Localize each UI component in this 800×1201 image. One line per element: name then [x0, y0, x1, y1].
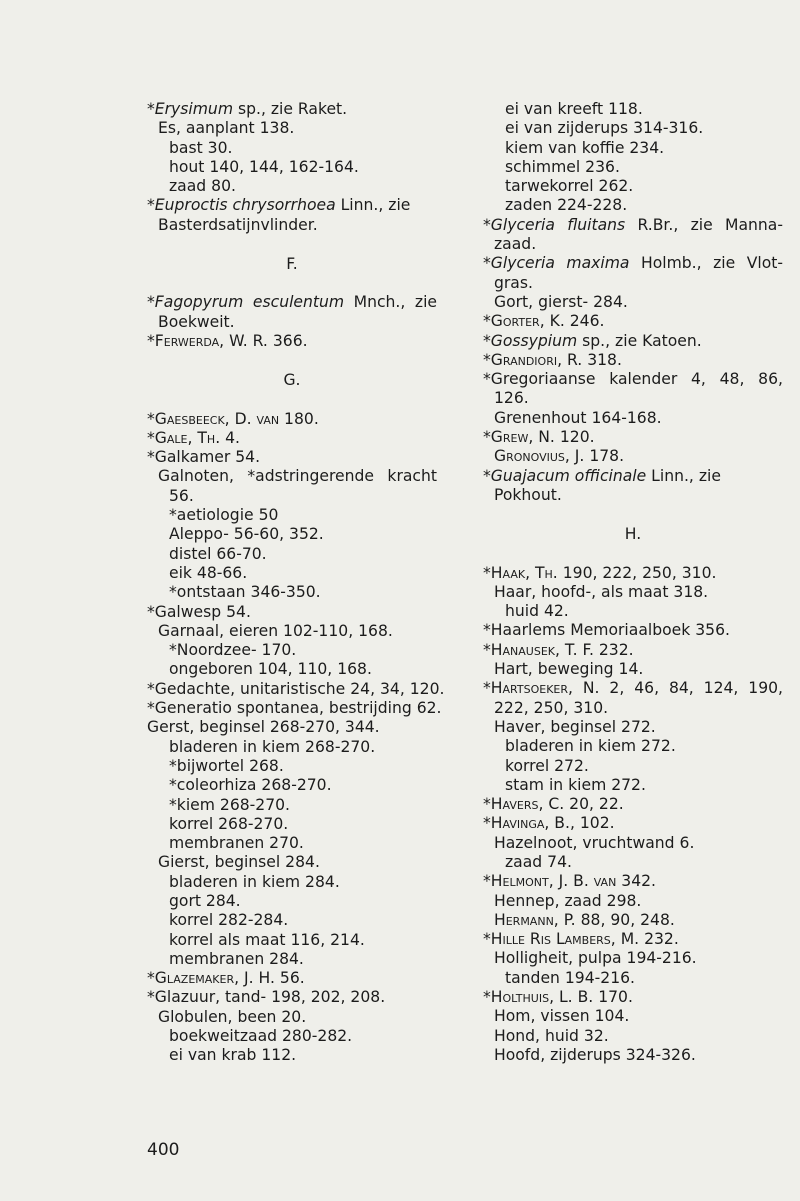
entry-text: 102. [574, 814, 615, 833]
star-marker: * [147, 679, 155, 698]
star-marker: * [483, 312, 491, 331]
index-entry [147, 410, 437, 429]
entry-text: 178. [584, 447, 625, 466]
entry-text: Hoofd, zijderups 324-326. [494, 1045, 696, 1064]
entry-text: Hennep, zaad 298. [494, 891, 642, 910]
index-entry [147, 718, 437, 737]
star-marker: * [483, 350, 491, 369]
index-entry [147, 776, 437, 795]
section-heading: H. [624, 525, 642, 544]
index-entry [147, 1008, 437, 1027]
entry-text: Es, aanplant 138. [158, 119, 295, 138]
entry-text: Haver, beginsel 272. [494, 717, 656, 736]
star-marker: * [147, 602, 155, 621]
index-entry [147, 873, 437, 892]
entry-text: distel 66-70. [169, 544, 267, 563]
entry-text: bladeren in kiem 268-270. [169, 737, 376, 756]
index-entry [483, 583, 783, 602]
entry-text: *bijwortel 268. [169, 756, 284, 775]
star-marker: * [483, 814, 491, 833]
index-entry [483, 602, 783, 621]
entry-text: *Noordzee- 170. [169, 641, 297, 660]
section-heading: F. [286, 255, 298, 274]
entry-text: Haarlems Memoriaalboek 356. [490, 621, 730, 640]
index-entry [483, 853, 783, 872]
star-marker: * [483, 563, 491, 582]
index-entry [147, 853, 437, 872]
entry-text: zaden 224-228. [505, 196, 628, 215]
star-marker: * [147, 988, 155, 1007]
entry-text: Galkamer 54. [154, 448, 261, 467]
entry-text: *coleorhiza 268-270. [169, 776, 332, 795]
entry-text: 246. [564, 312, 605, 331]
star-marker: * [483, 795, 491, 814]
star-marker: * [483, 428, 491, 447]
index-entry [483, 100, 783, 119]
entry-text: 232. [639, 930, 679, 949]
index-entry [483, 776, 783, 795]
author-name: Hermann, P. [494, 910, 576, 929]
index-entry [147, 796, 437, 815]
index-entry [483, 254, 783, 273]
index-entry [483, 949, 783, 968]
entry-text: 180. [279, 409, 319, 428]
star-marker: * [483, 370, 491, 389]
entry-text: Gierst, beginsel 284. [158, 853, 320, 872]
star-marker: * [483, 621, 491, 640]
entry-text: Holligheit, pulpa 194-216. [494, 949, 697, 968]
index-entry [147, 815, 437, 834]
index-column-right [483, 100, 783, 1065]
entry-text: 120. [554, 428, 595, 447]
star-marker: * [483, 331, 491, 350]
author-name: Glazemaker, J. H. [154, 969, 275, 988]
index-entry [147, 545, 437, 564]
index-entry [483, 486, 783, 505]
entry-text: Garnaal, eieren 102-110, 168. [158, 621, 393, 640]
index-entry [147, 931, 437, 950]
entry-text: 4. [220, 428, 240, 447]
index-entry [147, 216, 437, 235]
star-marker: * [147, 969, 155, 988]
author-name: Hille Ris Lambers, M. [490, 930, 640, 949]
star-marker: * [483, 215, 491, 234]
entry-text: Hart, beweging 14. [494, 660, 644, 679]
star-marker: * [483, 930, 491, 949]
entry-text: Hom, vissen 104. [494, 1007, 630, 1026]
author-name: Haak, Th. [490, 563, 558, 582]
index-entry [147, 738, 437, 757]
index-entry [483, 911, 783, 930]
index-entry [483, 641, 783, 660]
index-entry [483, 872, 783, 891]
index-entry [483, 332, 783, 351]
entry-text: Gregoriaanse kalender 4, 48, 86, [490, 370, 783, 389]
latin-name: Glyceria maxima [490, 254, 630, 273]
index-entry [483, 389, 783, 408]
entry-text: ei van zijderups 314-316. [505, 119, 704, 138]
entry-text: schimmel 236. [505, 157, 620, 176]
entry-text: korrel 268-270. [169, 814, 289, 833]
entry-text: sp., zie Katoen. [577, 331, 702, 350]
index-entry [483, 1027, 783, 1046]
index-entry [483, 621, 783, 640]
star-marker: * [147, 448, 155, 467]
index-entry [147, 564, 437, 583]
entry-text: 232. [593, 640, 634, 659]
index-entry [147, 467, 437, 486]
entry-text: boekweitzaad 280-282. [169, 1027, 353, 1046]
index-entry [483, 370, 783, 389]
index-entry [147, 1046, 437, 1065]
index-entry [147, 757, 437, 776]
index-entry [147, 679, 445, 699]
entry-text: kiem van koffie 234. [505, 138, 665, 157]
star-marker: * [147, 409, 155, 428]
index-entry [147, 332, 437, 351]
entry-text: ongeboren 104, 110, 168. [169, 660, 372, 679]
entry-text: Grenenhout 164-168. [494, 408, 662, 427]
entry-text: 342. [616, 872, 656, 891]
entry-text: 126. [494, 389, 529, 408]
star-marker: * [147, 196, 155, 215]
entry-text: R.Br., zie Manna- [625, 215, 783, 234]
star-marker: * [147, 331, 155, 350]
star-marker: * [483, 466, 491, 485]
index-entry [483, 892, 783, 911]
latin-name: Guajacum officinale [490, 466, 647, 485]
star-marker: * [147, 699, 155, 718]
entry-text: 222, 250, 310. [494, 698, 609, 717]
index-entry [483, 216, 783, 235]
index-entry [147, 158, 437, 177]
index-entry [147, 429, 437, 448]
index-entry [483, 930, 783, 949]
entry-text: Haar, hoofd-, als maat 318. [494, 582, 709, 601]
entry-text: eik 48-66. [169, 563, 248, 582]
entry-text: 2, 46, 84, 124, 190, [599, 679, 784, 698]
index-entry [483, 447, 783, 466]
index-entry [483, 293, 783, 312]
star-marker: * [483, 640, 491, 659]
index-entry [483, 409, 783, 428]
entry-text: 366. [267, 331, 308, 350]
index-entry [147, 603, 437, 622]
author-name: Hanausek, T. F. [490, 640, 594, 659]
entry-text: gras. [494, 273, 533, 292]
index-entry [147, 622, 437, 641]
star-marker: * [483, 988, 491, 1007]
entry-text: Basterdsatijnvlinder. [158, 215, 318, 234]
latin-name: Erysimum [154, 100, 234, 118]
entry-text: 56. [274, 969, 305, 988]
index-entry [483, 274, 783, 293]
index-entry [483, 1046, 783, 1065]
index-column-left [147, 100, 445, 1066]
entry-text: Gerst, beginsel 268-270, 344. [147, 718, 380, 737]
entry-text: Hazelnoot, vruchtwand 6. [494, 833, 695, 852]
index-entry [483, 119, 783, 138]
entry-text: *aetiologie 50 [169, 506, 279, 525]
index-entry [483, 196, 783, 215]
entry-text: Galnoten, *adstringerende kracht [158, 467, 437, 486]
entry-text: 318. [582, 350, 622, 369]
index-entry [483, 177, 783, 196]
section-heading: G. [283, 371, 301, 390]
index-entry [147, 988, 437, 1007]
index-entry [483, 834, 783, 853]
entry-text: Galwesp 54. [154, 602, 251, 621]
entry-text: Aleppo- 56-60, 352. [169, 525, 324, 544]
index-entry [147, 506, 437, 525]
author-name: Gaesbeeck, D. van [154, 409, 280, 428]
index-entry [147, 1027, 437, 1046]
index-entry [483, 139, 783, 158]
author-name: Grandiori, R. [490, 350, 583, 369]
index-entry [483, 312, 783, 331]
entry-text: 56. [169, 486, 194, 505]
author-name: Helmont, J. B. van [490, 872, 617, 891]
entry-text: Pokhout. [494, 485, 562, 504]
entry-text: gort 284. [169, 891, 241, 910]
index-entry [147, 641, 437, 660]
author-name: Hartsoeker, N. [490, 679, 600, 698]
index-entry [483, 679, 783, 698]
entry-text: bast 30. [169, 138, 233, 157]
index-entry [147, 583, 437, 602]
entry-text: zaad. [494, 235, 537, 254]
index-entry [147, 100, 437, 119]
author-name: Holthuis, L. B. [490, 988, 594, 1007]
index-entry [483, 757, 783, 776]
page-number: 400 [147, 1140, 180, 1160]
entry-text: Boekweit. [158, 312, 235, 331]
entry-text: Linn., zie [646, 466, 721, 485]
entry-text: zaad 74. [505, 852, 572, 871]
entry-text: Hond, huid 32. [494, 1026, 609, 1045]
entry-text: Glazuur, tand- 198, 202, 208. [154, 988, 386, 1007]
entry-text: *ontstaan 346-350. [169, 583, 321, 602]
entry-text: *kiem 268-270. [169, 795, 291, 814]
entry-text: 88, 90, 248. [575, 910, 675, 929]
index-entry [483, 158, 783, 177]
index-entry [483, 699, 783, 718]
entry-text: Linn., zie [335, 196, 411, 215]
index-entry [147, 313, 437, 332]
star-marker: * [147, 293, 155, 312]
entry-text: korrel 282-284. [169, 911, 289, 930]
index-entry [147, 834, 437, 853]
index-entry [483, 814, 783, 833]
index-entry [147, 487, 437, 506]
index-entry [483, 428, 783, 447]
entry-text: 170. [593, 988, 633, 1007]
entry-text: korrel als maat 116, 214. [169, 930, 365, 949]
entry-text: huid 42. [505, 602, 569, 621]
index-entry [147, 448, 437, 467]
index-entry [483, 1007, 783, 1026]
author-name: Ferwerda, W. R. [154, 331, 268, 350]
star-marker: * [483, 872, 491, 891]
index-entry [147, 196, 437, 215]
index-entry [483, 718, 783, 737]
index-entry [147, 660, 437, 679]
entry-text: 20, 22. [564, 795, 624, 814]
latin-name: Gossypium [490, 331, 578, 350]
author-name: Gorter, K. [490, 312, 565, 331]
entry-text: Gedachte, unitaristische 24, 34, 120. [154, 679, 445, 698]
index-entry [147, 177, 437, 196]
entry-text: tarwekorrel 262. [505, 177, 634, 196]
entry-text: Gort, gierst- 284. [494, 292, 628, 311]
author-name: Havinga, B., [490, 814, 575, 833]
entry-text: Mnch., zie [344, 293, 437, 312]
entry-text: Globulen, been 20. [158, 1007, 307, 1026]
entry-text: ei van kreeft 118. [505, 100, 643, 118]
entry-text: bladeren in kiem 272. [505, 737, 676, 756]
author-name: Havers, C. [490, 795, 565, 814]
index-entry [483, 795, 783, 814]
index-entry [147, 699, 442, 718]
entry-text: hout 140, 144, 162-164. [169, 157, 359, 176]
latin-name: Glyceria fluitans [490, 215, 626, 234]
index-entry [147, 911, 437, 930]
index-entry [483, 988, 783, 1007]
entry-text: membranen 270. [169, 834, 304, 853]
index-entry [483, 467, 783, 486]
star-marker: * [483, 679, 491, 698]
index-entry [483, 351, 783, 370]
latin-name: Fagopyrum esculentum [154, 293, 345, 312]
index-entry [147, 119, 437, 138]
index-entry [147, 139, 437, 158]
star-marker: * [147, 428, 155, 447]
index-entry [483, 235, 783, 254]
author-name: Gale, Th. [154, 428, 221, 447]
entry-text: korrel 272. [505, 756, 589, 775]
author-name: Gronovius, J. [494, 447, 585, 466]
entry-text: bladeren in kiem 284. [169, 872, 340, 891]
index-entry [483, 969, 783, 988]
entry-text: zaad 80. [169, 177, 236, 196]
index-entry [483, 564, 783, 583]
entry-text: Holmb., zie Vlot- [629, 254, 783, 273]
entry-text: ei van krab 112. [169, 1046, 297, 1065]
latin-name: Euproctis chrysorrhoea [154, 196, 336, 215]
entry-text: tanden 194-216. [505, 968, 635, 987]
index-entry [147, 950, 437, 969]
index-entry [483, 660, 783, 679]
entry-text: sp., zie Raket. [233, 100, 348, 118]
author-name: Grew, N. [490, 428, 555, 447]
star-marker: * [147, 100, 155, 118]
index-entry [147, 525, 437, 544]
entry-text: Generatio spontanea, bestrijding 62. [154, 699, 442, 718]
entry-text: stam in kiem 272. [505, 775, 646, 794]
entry-text: membranen 284. [169, 949, 304, 968]
star-marker: * [483, 254, 491, 273]
entry-text: 190, 222, 250, 310. [557, 563, 717, 582]
index-entry [147, 969, 437, 988]
index-entry [147, 892, 437, 911]
index-entry [147, 293, 437, 312]
index-entry [483, 737, 783, 756]
